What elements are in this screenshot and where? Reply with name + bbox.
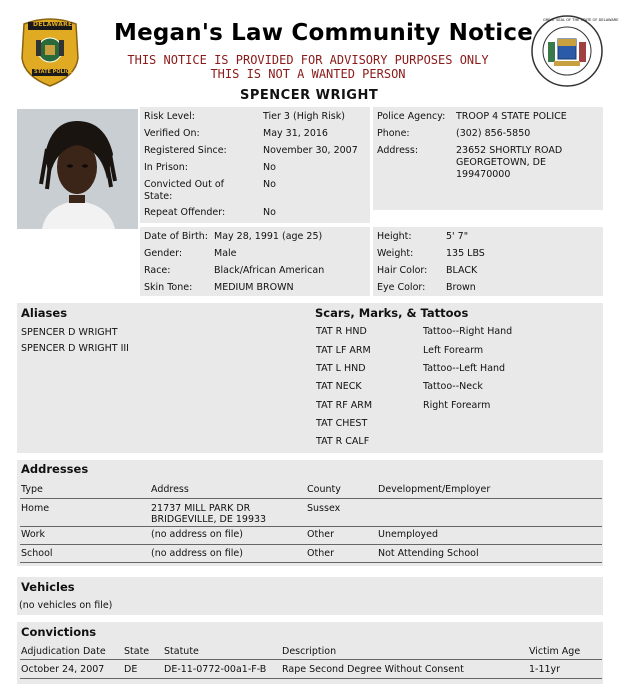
convictions-heading: Convictions — [21, 625, 97, 639]
race-value: Black/African American — [214, 265, 325, 276]
in-prison-value: No — [263, 162, 276, 173]
scar-desc: Right Forearm — [423, 400, 491, 411]
address-col-address: Address — [151, 484, 189, 495]
address-header-rule — [20, 498, 602, 499]
conviction-description: Rape Second Degree Without Consent — [282, 664, 464, 675]
police-agency-value: TROOP 4 STATE POLICE — [456, 111, 567, 122]
alias-item: SPENCER D WRIGHT — [21, 327, 118, 338]
scar-code: TAT LF ARM — [316, 345, 371, 356]
scar-code: TAT R HND — [316, 326, 367, 337]
dob-value: May 28, 1991 (age 25) — [214, 231, 323, 242]
gender-value: Male — [214, 248, 237, 259]
address-type: Home — [21, 503, 50, 514]
conviction-col-victim-age: Victim Age — [529, 646, 581, 657]
conviction-state: DE — [124, 664, 138, 675]
delaware-state-police-badge — [16, 14, 84, 88]
address-col-employer: Development/Employer — [378, 484, 491, 495]
address-row-rule — [20, 526, 602, 527]
address-row-rule — [20, 544, 602, 545]
address-county: Other — [307, 529, 334, 540]
agency-address-label: Address: — [377, 145, 419, 156]
hair-color-label: Hair Color: — [377, 265, 428, 276]
police-agency-label: Police Agency: — [377, 111, 446, 122]
conviction-col-date: Adjudication Date — [21, 646, 106, 657]
address-county: Sussex — [307, 503, 341, 514]
convicted-out-of-state-label: Convicted Out of — [144, 179, 224, 190]
verified-on-label: Verified On: — [144, 128, 200, 139]
page-title: Megan's Law Community Notice — [114, 20, 534, 46]
address-line-1: (no address on file) — [151, 548, 243, 559]
registered-since-value: November 30, 2007 — [263, 145, 358, 156]
scar-code: TAT NECK — [316, 381, 362, 392]
weight-label: Weight: — [377, 248, 414, 259]
gender-label: Gender: — [144, 248, 183, 259]
address-line-1: (no address on file) — [151, 529, 243, 540]
registered-since-label: Registered Since: — [144, 145, 227, 156]
race-label: Race: — [144, 265, 171, 276]
eye-color-value: Brown — [446, 282, 476, 293]
great-seal-icon — [530, 14, 619, 88]
weight-value: 135 LBS — [446, 248, 485, 259]
vehicles-text: (no vehicles on file) — [19, 600, 113, 611]
risk-level-value: Tier 3 (High Risk) — [263, 111, 345, 122]
address-type: School — [21, 548, 53, 559]
verified-on-value: May 31, 2016 — [263, 128, 328, 139]
conviction-col-description: Description — [282, 646, 337, 657]
repeat-offender-label: Repeat Offender: — [144, 207, 226, 218]
offender-photo — [17, 109, 138, 229]
dob-label: Date of Birth: — [144, 231, 208, 242]
conviction-statute: DE-11-0772-00a1-F-B — [164, 664, 267, 675]
conviction-col-statute: Statute — [164, 646, 199, 657]
conviction-header-rule — [20, 659, 602, 660]
alias-item: SPENCER D WRIGHT III — [21, 343, 129, 354]
risk-level-label: Risk Level: — [144, 111, 195, 122]
conviction-row-rule — [20, 678, 602, 679]
scar-code: TAT L HND — [316, 363, 366, 374]
height-value: 5' 7" — [446, 231, 469, 242]
address-col-type: Type — [21, 484, 43, 495]
eye-color-label: Eye Color: — [377, 282, 426, 293]
vehicles-heading: Vehicles — [21, 580, 75, 594]
repeat-offender-value: No — [263, 207, 276, 218]
agency-address-line-2: GEORGETOWN, DE — [456, 157, 546, 168]
scar-code: TAT R CALF — [316, 436, 370, 447]
convicted-out-of-state-label-2: State: — [144, 191, 173, 202]
scar-desc: Left Forearm — [423, 345, 484, 356]
scar-desc: Tattoo--Left Hand — [423, 363, 506, 374]
address-line-1: 21737 MILL PARK DR — [151, 503, 251, 514]
address-employer: Not Attending School — [378, 548, 479, 559]
phone-value: (302) 856-5850 — [456, 128, 531, 139]
addresses-heading: Addresses — [21, 462, 89, 476]
address-county: Other — [307, 548, 334, 559]
scars-heading: Scars, Marks, & Tattoos — [315, 306, 469, 320]
address-type: Work — [21, 529, 46, 540]
agency-address-line-3: 199470000 — [456, 169, 511, 180]
address-col-county: County — [307, 484, 341, 495]
aliases-scars-panel — [17, 303, 603, 453]
scar-desc: Tattoo--Right Hand — [423, 326, 513, 337]
agency-address-line-1: 23652 SHORTLY ROAD — [456, 145, 563, 156]
hair-color-value: BLACK — [446, 265, 478, 276]
advisory-warning: THIS NOTICE IS PROVIDED FOR ADVISORY PURPOSES ONLY — [127, 53, 489, 67]
aliases-heading: Aliases — [21, 306, 68, 320]
skin-tone-label: Skin Tone: — [144, 282, 193, 293]
seal-text: GREAT SEAL OF THE STATE OF DELAWARE — [543, 18, 619, 22]
offender-name: SPENCER WRIGHT — [240, 88, 379, 103]
scar-code: TAT CHEST — [316, 418, 368, 429]
badge-bottom-text: STATE POLICE — [34, 69, 73, 75]
conviction-date: October 24, 2007 — [21, 664, 105, 675]
convicted-out-of-state-value: No — [263, 179, 276, 190]
address-employer: Unemployed — [378, 529, 439, 540]
address-line-2: BRIDGEVILLE, DE 19933 — [151, 514, 267, 525]
phone-label: Phone: — [377, 128, 410, 139]
scar-desc: Tattoo--Neck — [423, 381, 483, 392]
address-row-rule — [20, 562, 602, 563]
scar-code: TAT RF ARM — [316, 400, 373, 411]
conviction-victim-age: 1-11yr — [529, 664, 561, 675]
height-label: Height: — [377, 231, 412, 242]
not-wanted-warning: THIS IS NOT A WANTED PERSON — [210, 67, 406, 81]
conviction-col-state: State — [124, 646, 150, 657]
skin-tone-value: MEDIUM BROWN — [214, 282, 294, 293]
in-prison-label: In Prison: — [144, 162, 188, 173]
badge-top-text: DELAWARE — [33, 21, 73, 28]
